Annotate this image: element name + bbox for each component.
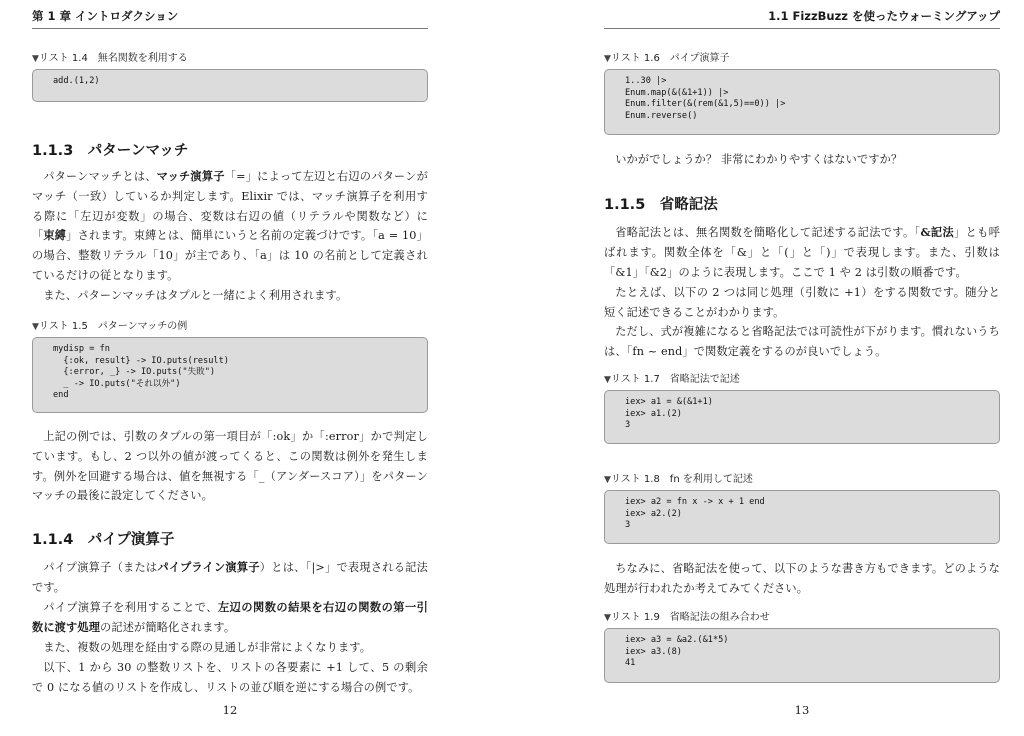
paragraph-pattern-match: [32, 167, 428, 286]
paragraph-pipe-intro: [32, 558, 428, 598]
text-run: 省略記法とは、無名関数を簡略化して記述する記法です。「: [615, 226, 921, 239]
listing-caption-text: リスト 1.5 パターンマッチの例: [38, 321, 188, 332]
listing-1-5-code: mydisp = fn {:ok, result} -> IO.puts(result) {:error, _} -> IO.puts("失敗") _ -> IO.puts("それ以外") end: [32, 337, 428, 413]
listing-1-8-code: iex> a2 = fn x -> x + 1 end iex> a2.(2) 3: [604, 490, 1000, 544]
bold-term: &記法: [920, 225, 955, 239]
caption-triangle-icon: ▼: [604, 54, 611, 64]
text-run: 」されます。束縛とは、簡単にいうと名前の定義づけです。「a = 10」の場合、整数リテラル「10」が主であり、「a」は 10 の名前として定義されているだけの従となります。: [32, 229, 428, 282]
text-run: の記述が簡略化されます。: [100, 620, 236, 634]
paragraph-shorthand-intro: [604, 223, 1000, 282]
paragraph-combination: ちなみに、省略記法を使って、以下のような書き方もできます。どのような処理が行われたか考えてみてください。: [604, 562, 1000, 595]
listing-caption-text: リスト 1.8 fn を利用して記述: [610, 474, 753, 485]
paragraph-pipe-visibility: また、複数の処理を経由する際の見通しが非常によくなります。: [43, 641, 372, 654]
bold-term: 束縛: [43, 228, 67, 243]
caption-triangle-icon: ▼: [604, 613, 611, 623]
listing-1-7-caption: [604, 370, 740, 385]
page-number-left: 12: [222, 703, 238, 717]
listing-1-6-code: 1..30 |> Enum.map(&(&1+1)) |> Enum.filter(&(rem(&1,5)==0)) |> Enum.reverse(): [604, 69, 1000, 135]
listing-1-5-caption: [32, 317, 187, 332]
right-page: [604, 0, 1000, 736]
listing-caption-text: リスト 1.4 無名関数を利用する: [38, 53, 188, 64]
paragraph-tuple: また、パターンマッチはタプルと一緒によく利用されます。: [43, 289, 348, 302]
listing-caption-text: リスト 1.9 省略記法の組み合わせ: [610, 612, 770, 623]
page-number-right: 13: [794, 703, 810, 717]
listing-1-6-caption: [604, 49, 730, 64]
text-run: パイプ演算子を利用することで、: [43, 601, 218, 614]
paragraph-shorthand-example: たとえば、以下の 2 つは同じ処理（引数に +1）をする関数です。随分と短く記述できることがわかります。: [604, 286, 1000, 319]
text-run: 「=」によって左辺と右辺のパターンがマッチ（一致）しているか判定します。Elixir では、マッチ演算子を利用する際に「左辺が変数」の場合、変数は右辺の値（リテラルや関数など）に「: [32, 170, 428, 243]
section-heading-1-1-4: 1.1.4 パイプ演算子: [32, 532, 175, 548]
listing-1-7-code: iex> a1 = &(&1+1) iex> a1.(2) 3: [604, 390, 1000, 444]
caption-triangle-icon: ▼: [604, 475, 611, 485]
paragraph-question: いかがでしょうか？ 非常にわかりやすくはないですか？: [615, 153, 903, 166]
paragraph-readability: ただし、式が複雑になると省略記法では可読性が下がります。慣れないうちは、「fn ~ end」で関数定義をするのが良いでしょう。: [604, 325, 1000, 358]
listing-1-8-caption: [604, 470, 753, 485]
caption-triangle-icon: ▼: [604, 375, 611, 385]
listing-1-9-caption: [604, 608, 770, 623]
text-run: 」とも呼ばれます。関数全体を「&」と「(」と「)」で表現します。また、引数は「&1」「&2」のように表現します。ここで 1 や 2 は引数の順番です。: [604, 226, 1000, 279]
bold-term: パイプライン演算子: [157, 560, 260, 574]
section-heading-1-1-5: 1.1.5 省略記法: [604, 197, 718, 213]
paragraph-pipe-usage: [32, 598, 428, 638]
running-head-left: 第 1 章 イントロダクション: [32, 8, 428, 29]
paragraph-example-explain: 上記の例では、引数のタプルの第一項目が「:ok」か「:error」かで判定しています。もし、2 つ以外の値が渡ってくると、この関数は例外を発生します。例外を回避する場合は、値を無視する「_（アンダースコア）」をパターンマッチの最後に設定してください。: [32, 430, 428, 503]
bold-term: 左辺の関数の結果を右辺の関数の第一引数に渡す処理: [32, 600, 428, 634]
listing-1-9-code: iex> a3 = &a2.(&1*5) iex> a3.(8) 41: [604, 628, 1000, 683]
caption-triangle-icon: ▼: [32, 322, 39, 332]
paragraph-pipe-example: 以下、1 から 30 の整数リストを、リストの各要素に +1 して、5 の剰余で 0 になる値のリストを作成し、リストの並び順を逆にする場合の例です。: [32, 661, 428, 694]
listing-caption-text: リスト 1.7 省略記法で記述: [610, 374, 740, 385]
bold-term: マッチ演算子: [156, 169, 225, 183]
left-page: [32, 0, 428, 736]
text-run: ）とは、「|>」で表現される記法です。: [32, 561, 428, 594]
listing-1-4-code: add.(1,2): [32, 69, 428, 102]
section-heading-1-1-3: 1.1.3 パターンマッチ: [32, 143, 189, 159]
caption-triangle-icon: ▼: [32, 54, 39, 64]
running-head-right: 1.1 FizzBuzz を使ったウォーミングアップ: [604, 8, 1000, 29]
text-run: パターンマッチとは、: [43, 170, 157, 183]
listing-caption-text: リスト 1.6 パイプ演算子: [610, 53, 730, 64]
listing-1-4-caption: [32, 49, 188, 64]
text-run: パイプ演算子（または: [43, 561, 158, 574]
